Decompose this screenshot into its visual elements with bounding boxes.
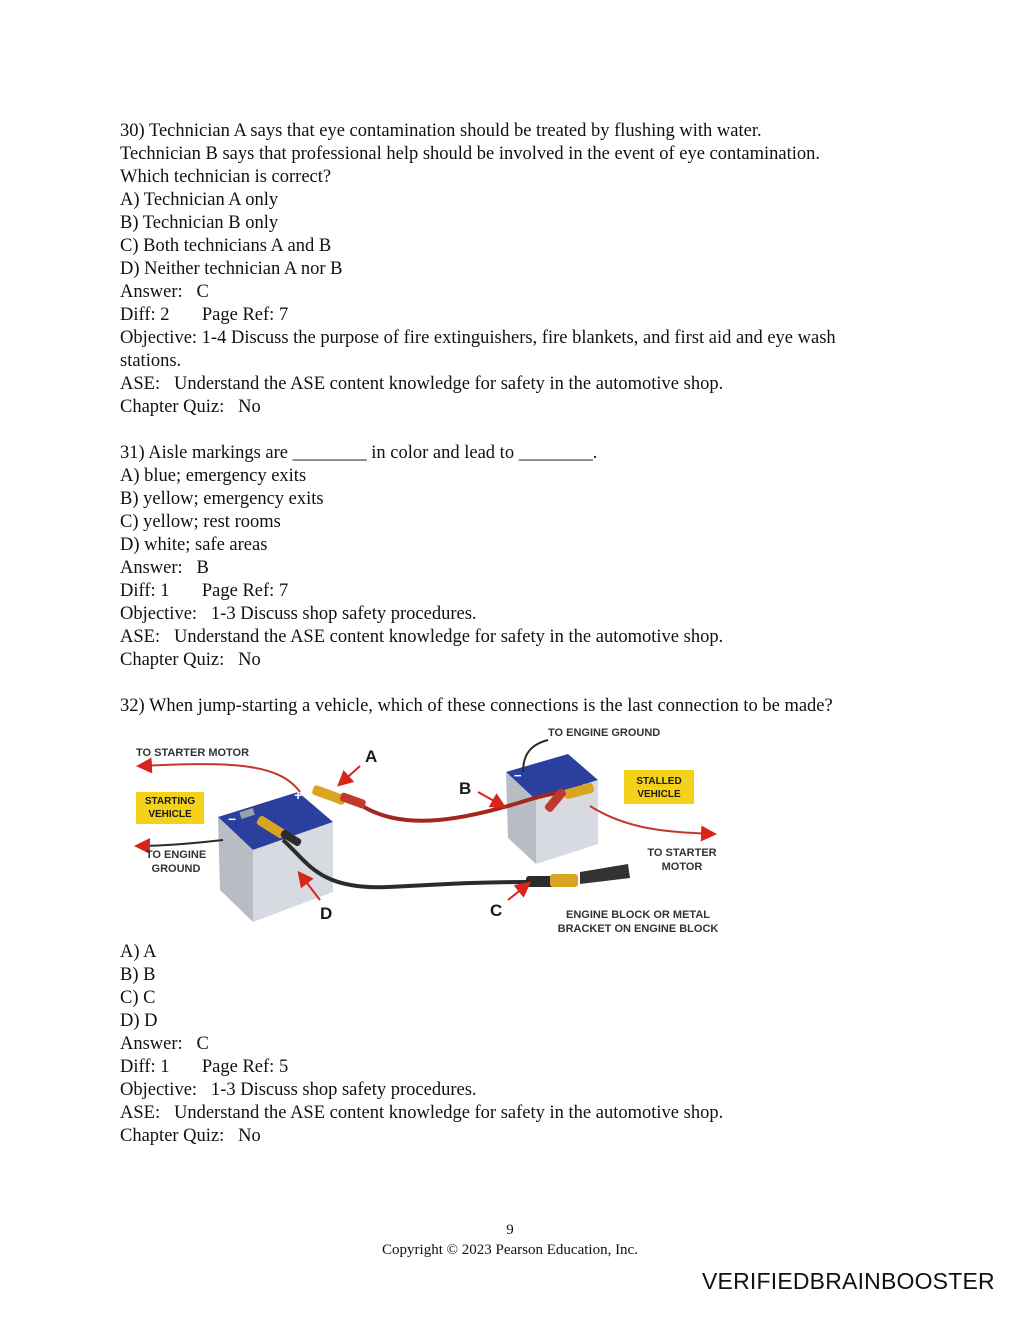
left-starter-cable xyxy=(140,764,300,792)
ase-standard: ASE: Understand the ASE content knowledge for safety in the automotive shop. xyxy=(120,627,724,647)
difficulty-page-ref: Diff: 2 Page Ref: 7 xyxy=(120,305,289,325)
connection-letter-a: A xyxy=(365,747,378,766)
option-a: A) Technician A only xyxy=(120,190,279,210)
option-d: D) Neither technician A nor B xyxy=(120,259,343,279)
question-30 xyxy=(120,120,920,419)
option-c: C) Both technicians A and B xyxy=(120,236,332,256)
arrow-b xyxy=(478,792,503,806)
option-d: D) white; safe areas xyxy=(120,535,268,555)
option-b: B) B xyxy=(120,965,156,985)
chapter-quiz: Chapter Quiz: No xyxy=(120,650,261,670)
connection-letter-c: C xyxy=(490,901,503,920)
watermark: VERIFIEDBRAINBOOSTER xyxy=(702,1268,995,1294)
starting-vehicle-label-line2: VEHICLE xyxy=(148,809,192,820)
option-b: B) yellow; emergency exits xyxy=(120,489,324,509)
clamp-a xyxy=(311,784,366,809)
page-number: 9 xyxy=(506,1222,514,1238)
ase-standard: ASE: Understand the ASE content knowledge for safety in the automotive shop. xyxy=(120,374,724,394)
objective: Objective: 1-4 Discuss the purpose of fire extinguishers, fire blankets, and first aid and eye wash stations. xyxy=(120,328,836,371)
option-a: A) A xyxy=(120,942,157,962)
answer: Answer: C xyxy=(120,282,209,302)
chapter-quiz: Chapter Quiz: No xyxy=(120,397,261,417)
to-starter-motor-right-line1: TO STARTER xyxy=(647,847,717,859)
arrow-a xyxy=(340,766,360,784)
option-b: B) Technician B only xyxy=(120,213,279,233)
to-engine-ground-left-line1: TO ENGINE xyxy=(145,849,207,861)
svg-text:−: − xyxy=(514,768,522,783)
answer: Answer: B xyxy=(120,558,209,578)
question-stem-line: Technician B says that professional help should be involved in the event of eye contamination. xyxy=(120,144,820,164)
question-stem-line: 30) Technician A says that eye contamination should be treated by flushing with water. xyxy=(120,121,762,141)
connection-letter-b: B xyxy=(459,779,472,798)
chapter-quiz: Chapter Quiz: No xyxy=(120,1126,261,1146)
connection-letter-d: D xyxy=(320,904,333,923)
question-31 xyxy=(120,442,920,672)
to-engine-ground-top-label: TO ENGINE GROUND xyxy=(548,727,661,739)
option-c: C) C xyxy=(120,988,156,1008)
objective: Objective: 1-3 Discuss shop safety procedures. xyxy=(120,1080,477,1100)
copyright-notice: Copyright © 2023 Pearson Education, Inc. xyxy=(382,1242,638,1258)
question-32 xyxy=(120,695,920,718)
stalled-vehicle-label-line2: VEHICLE xyxy=(637,789,681,800)
question-stem: 31) Aisle markings are ________ in color and lead to ________. xyxy=(120,443,598,463)
answer: Answer: C xyxy=(120,1034,209,1054)
difficulty-page-ref: Diff: 1 Page Ref: 5 xyxy=(120,1057,289,1077)
svg-text:−: − xyxy=(228,811,237,827)
left-ground-cable xyxy=(138,840,223,846)
engine-block-bracket xyxy=(580,864,630,884)
starting-battery xyxy=(218,787,333,922)
svg-text:+: + xyxy=(294,787,303,803)
arrow-c xyxy=(508,884,528,900)
to-starter-motor-left-label: TO STARTER MOTOR xyxy=(136,747,250,759)
question-stem: 32) When jump-starting a vehicle, which of these connections is the last connection to be made? xyxy=(120,696,833,716)
to-engine-ground-left-line2: GROUND xyxy=(151,863,201,875)
difficulty-page-ref: Diff: 1 Page Ref: 7 xyxy=(120,581,289,601)
ase-standard: ASE: Understand the ASE content knowledge for safety in the automotive shop. xyxy=(120,1103,724,1123)
question-stem-line: Which technician is correct? xyxy=(120,167,332,187)
clamp-c xyxy=(526,874,578,887)
option-d: D) D xyxy=(120,1011,158,1031)
stalled-vehicle-label-line1: STALLED xyxy=(636,776,682,787)
engine-block-label-line2: BRACKET ON ENGINE BLOCK xyxy=(557,923,719,935)
engine-block-label-line1: ENGINE BLOCK OR METAL xyxy=(565,909,711,921)
option-a: A) blue; emergency exits xyxy=(120,466,307,486)
question-32-details xyxy=(120,941,920,1148)
option-c: C) yellow; rest rooms xyxy=(120,512,281,532)
objective: Objective: 1-3 Discuss shop safety procedures. xyxy=(120,604,477,624)
to-starter-motor-right-line2: MOTOR xyxy=(661,861,703,873)
right-starter-cable xyxy=(590,806,713,834)
starting-vehicle-label-line1: STARTING xyxy=(144,796,196,807)
jump-start-diagram xyxy=(128,722,728,940)
